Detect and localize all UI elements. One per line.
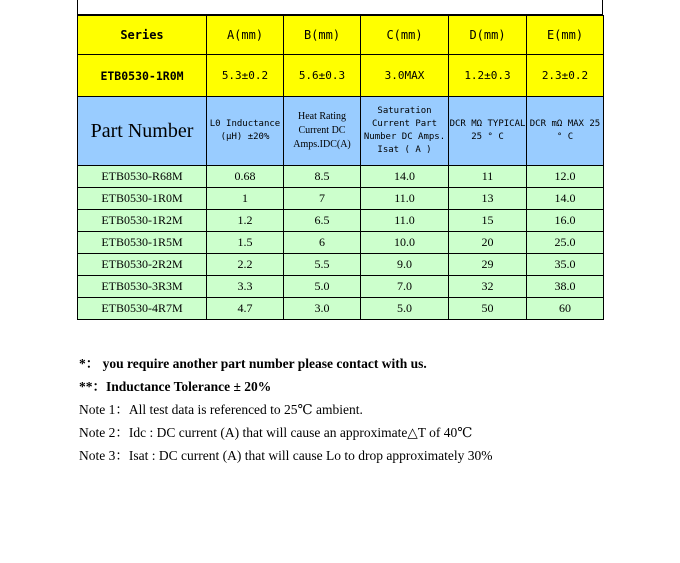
dcr-max-cell: 16.0 xyxy=(527,210,604,232)
dcr-max-cell: 12.0 xyxy=(527,166,604,188)
table-row xyxy=(78,254,604,276)
idc-cell: 6 xyxy=(284,232,361,254)
idc-cell: 5.5 xyxy=(284,254,361,276)
dcr-typ-cell: 32 xyxy=(449,276,527,298)
column-header-row xyxy=(78,97,604,166)
isat-cell: 11.0 xyxy=(361,210,449,232)
inductance-cell: 1 xyxy=(207,188,284,210)
idc-cell: 7 xyxy=(284,188,361,210)
dcr-typ-cell: 50 xyxy=(449,298,527,320)
inductance-cell: 2.2 xyxy=(207,254,284,276)
table-row xyxy=(78,166,604,188)
inductance-header: L0 Inductance (μH) ±20% xyxy=(207,97,284,166)
dim-b-header: B(mm) xyxy=(284,16,361,55)
dims-part: ETB0530-1R0M xyxy=(78,55,207,97)
table-row xyxy=(78,276,604,298)
notes-section xyxy=(79,352,639,467)
inductance-cell: 4.7 xyxy=(207,298,284,320)
dcr-typical-header: DCR MΩ TYPICAL 25 ° C xyxy=(449,97,527,166)
dim-d-header: D(mm) xyxy=(449,16,527,55)
dims-row xyxy=(78,55,604,97)
isat-cell: 7.0 xyxy=(361,276,449,298)
idc-cell: 8.5 xyxy=(284,166,361,188)
note-1: Note 1：All test data is referenced to 25℃ ambient. xyxy=(79,402,363,417)
dim-e-header: E(mm) xyxy=(527,16,604,55)
note-tolerance: **：Inductance Tolerance ± 20% xyxy=(79,379,272,394)
inductance-cell: 1.2 xyxy=(207,210,284,232)
dim-b-value: 5.6±0.3 xyxy=(284,55,361,97)
table-row xyxy=(78,298,604,320)
note-contact: *： you require another part number please contact with us. xyxy=(79,356,427,371)
part-cell: ETB0530-2R2M xyxy=(78,254,207,276)
dim-c-header: C(mm) xyxy=(361,16,449,55)
dim-d-value: 1.2±0.3 xyxy=(449,55,527,97)
dcr-max-cell: 35.0 xyxy=(527,254,604,276)
table-top-border xyxy=(77,0,603,15)
dcr-typ-cell: 11 xyxy=(449,166,527,188)
part-cell: ETB0530-1R2M xyxy=(78,210,207,232)
note-3: Note 3：Isat : DC current (A) that will cause Lo to drop approximately 30% xyxy=(79,448,493,463)
dim-a-value: 5.3±0.2 xyxy=(207,55,284,97)
dcr-max-cell: 60 xyxy=(527,298,604,320)
idc-cell: 6.5 xyxy=(284,210,361,232)
isat-cell: 10.0 xyxy=(361,232,449,254)
series-label: Series xyxy=(78,16,207,55)
dcr-typ-cell: 13 xyxy=(449,188,527,210)
dcr-max-cell: 38.0 xyxy=(527,276,604,298)
isat-cell: 14.0 xyxy=(361,166,449,188)
inductance-cell: 0.68 xyxy=(207,166,284,188)
series-row xyxy=(78,16,604,55)
dim-e-value: 2.3±0.2 xyxy=(527,55,604,97)
dcr-typ-cell: 15 xyxy=(449,210,527,232)
part-cell: ETB0530-1R0M xyxy=(78,188,207,210)
part-number-header: Part Number xyxy=(78,97,207,166)
dcr-max-cell: 25.0 xyxy=(527,232,604,254)
dcr-typ-cell: 29 xyxy=(449,254,527,276)
dcr-typ-cell: 20 xyxy=(449,232,527,254)
isat-cell: 9.0 xyxy=(361,254,449,276)
dim-c-value: 3.0MAX xyxy=(361,55,449,97)
idc-cell: 5.0 xyxy=(284,276,361,298)
saturation-header: Saturation Current Part Number DC Amps. Isat ( A ) xyxy=(361,97,449,166)
table-row xyxy=(78,188,604,210)
part-cell: ETB0530-1R5M xyxy=(78,232,207,254)
part-cell: ETB0530-3R3M xyxy=(78,276,207,298)
table-row xyxy=(78,232,604,254)
part-cell: ETB0530-R68M xyxy=(78,166,207,188)
idc-cell: 3.0 xyxy=(284,298,361,320)
spec-sheet xyxy=(77,0,603,320)
part-cell: ETB0530-4R7M xyxy=(78,298,207,320)
isat-cell: 5.0 xyxy=(361,298,449,320)
spec-table xyxy=(77,15,604,320)
inductance-cell: 1.5 xyxy=(207,232,284,254)
dcr-max-header: DCR mΩ MAX 25 ° C xyxy=(527,97,604,166)
heat-rating-header: Heat Rating Current DC Amps.IDC(A) xyxy=(284,97,361,166)
dim-a-header: A(mm) xyxy=(207,16,284,55)
dcr-max-cell: 14.0 xyxy=(527,188,604,210)
inductance-cell: 3.3 xyxy=(207,276,284,298)
table-row xyxy=(78,210,604,232)
isat-cell: 11.0 xyxy=(361,188,449,210)
note-2: Note 2：Idc : DC current (A) that will cause an approximate△T of 40℃ xyxy=(79,425,473,440)
